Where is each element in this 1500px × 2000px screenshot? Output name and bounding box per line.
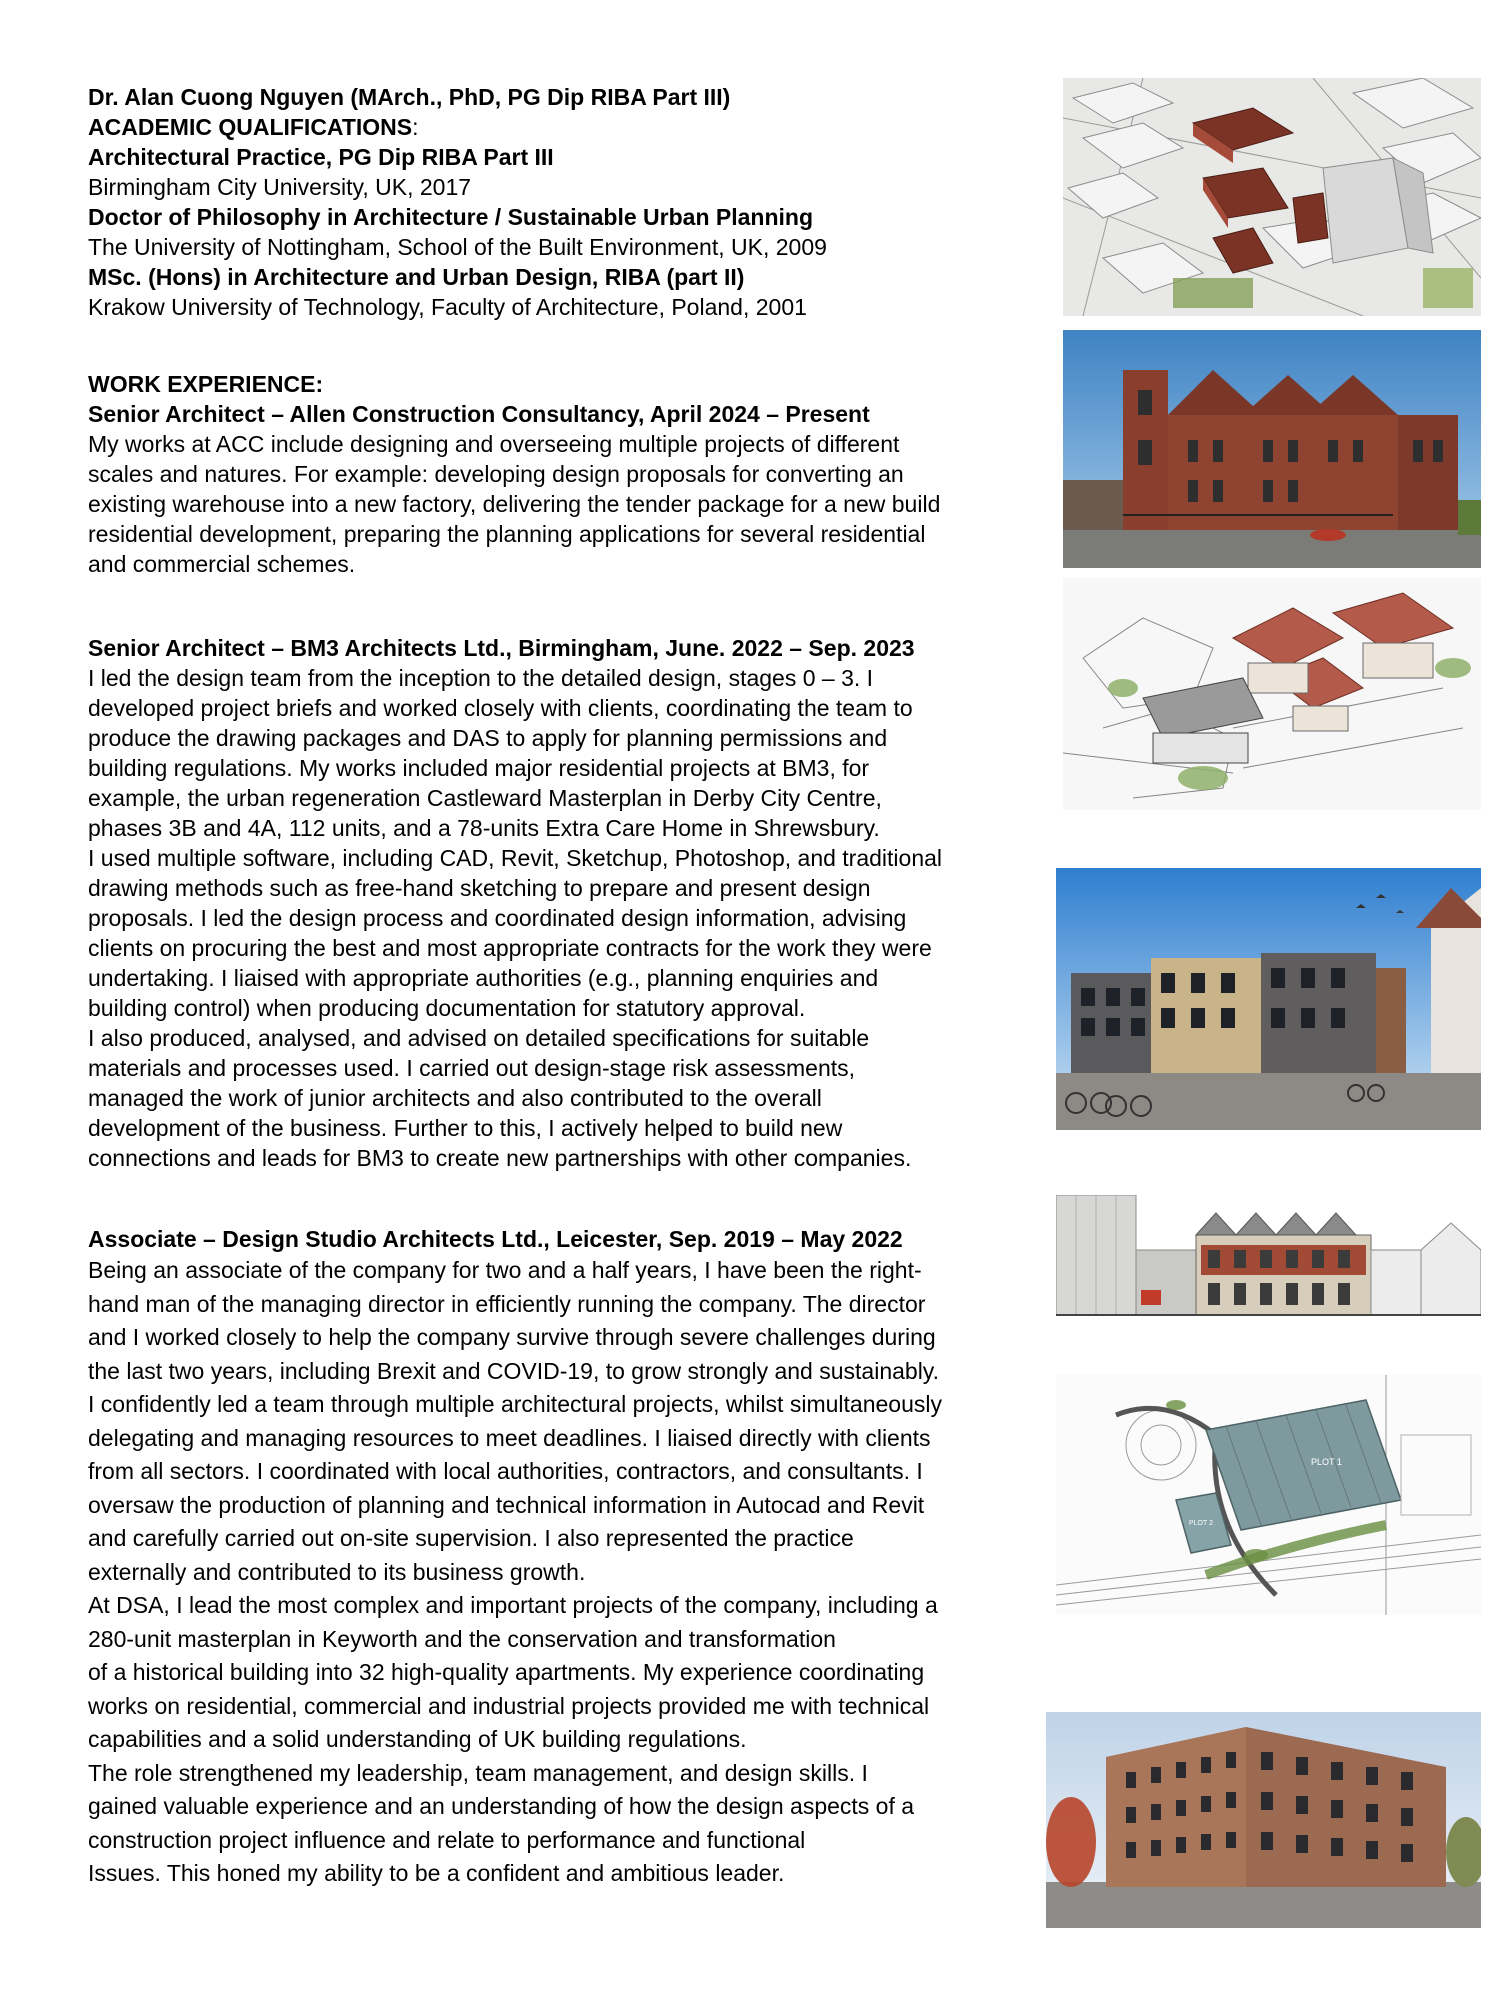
job-line: connections and leads for BM3 to create new partnerships with other companies. xyxy=(88,1145,912,1171)
job-line: I also produced, analysed, and advised on detailed specifications for suitable xyxy=(88,1025,870,1051)
job-line: hand man of the managing director in efficiently running the company. The director xyxy=(88,1290,926,1317)
job-line: residential development, preparing the planning applications for several residential xyxy=(88,521,926,547)
job-line: construction project influence and relate to performance and functional xyxy=(88,1826,806,1853)
brick-apartments-render xyxy=(1046,1712,1481,1928)
job-line: My works at ACC include designing and overseeing multiple projects of different xyxy=(88,431,900,457)
work-experience-heading: WORK EXPERIENCE: xyxy=(88,371,324,397)
job-line: phases 3B and 4A, 112 units, and a 78-units Extra Care Home in Shrewsbury. xyxy=(88,815,880,841)
job-title: Associate – Design Studio Architects Ltd., Leicester, Sep. 2019 – May 2022 xyxy=(88,1226,903,1252)
job-line: delegating and managing resources to meet deadlines. I liaised directly with clients xyxy=(88,1424,931,1451)
job-line: existing warehouse into a new factory, delivering the tender package for a new build xyxy=(88,491,941,517)
job-line: and commercial schemes. xyxy=(88,551,356,577)
job-line: from all sectors. I coordinated with local authorities, contractors, and consultants. I xyxy=(88,1458,923,1484)
job-line: works on residential, commercial and industrial projects provided me with technical xyxy=(88,1692,930,1719)
job-line: building control) when producing documentation for statutory approval. xyxy=(88,995,806,1021)
job-line: At DSA, I lead the most complex and important projects of the company, including a xyxy=(88,1592,938,1618)
qualification-title: Architectural Practice, PG Dip RIBA Part III xyxy=(88,144,554,170)
job-line: proposals. I led the design process and coordinated design information, advising xyxy=(88,905,907,931)
qualification-institution: The University of Nottingham, School of the Built Environment, UK, 2009 xyxy=(88,234,827,260)
masterplan-massing-image xyxy=(1063,78,1481,316)
job-line: developed project briefs and worked closely with clients, coordinating the team to xyxy=(88,695,913,721)
job-line: oversaw the production of planning and technical information in Autocad and Revit xyxy=(88,1491,925,1518)
job-line: development of the business. Further to this, I actively helped to build new xyxy=(88,1115,843,1141)
job-line: and I worked closely to help the company survive through severe challenges during xyxy=(88,1324,936,1350)
qualification-title: Doctor of Philosophy in Architecture / Sustainable Urban Planning xyxy=(88,204,814,230)
job-description xyxy=(88,429,1033,579)
resume-text-column xyxy=(88,82,1033,1891)
job-line: Issues. This honed my ability to be a confident and ambitious leader. xyxy=(88,1860,785,1886)
academic-heading-line xyxy=(88,112,1033,142)
qualification-title: MSc. (Hons) in Architecture and Urban Design, RIBA (part II) xyxy=(88,264,745,290)
job-description xyxy=(88,1254,1033,1891)
job-line: building regulations. My works included major residential projects at BM3, for xyxy=(88,755,870,781)
job-line: Being an associate of the company for two and a half years, I have been the right- xyxy=(88,1257,922,1283)
job-line: and carefully carried out on-site supervision. I also represented the practice xyxy=(88,1525,854,1551)
qualification-institution: Birmingham City University, UK, 2017 xyxy=(88,174,472,200)
job-line: example, the urban regeneration Castleward Masterplan in Derby City Centre, xyxy=(88,785,882,811)
job-line: I confidently led a team through multiple architectural projects, whilst simultaneously xyxy=(88,1391,942,1417)
job-line: materials and processes used. I carried out design-stage risk assessments, xyxy=(88,1055,856,1081)
job-line: undertaking. I liaised with appropriate authorities (e.g., planning enquiries and xyxy=(88,965,879,991)
job-line: clients on procuring the best and most appropriate contracts for the work they were xyxy=(88,935,932,961)
job-line: I used multiple software, including CAD, Revit, Sketchup, Photoshop, and traditional xyxy=(88,845,943,871)
job-line: The role strengthened my leadership, team management, and design skills. I xyxy=(88,1759,868,1786)
academic-heading-colon: : xyxy=(412,114,419,140)
job-description xyxy=(88,663,1033,1173)
qualification-institution: Krakow University of Technology, Faculty of Architecture, Poland, 2001 xyxy=(88,294,807,320)
job-line: capabilities and a solid understanding of UK building regulations. xyxy=(88,1726,747,1752)
job-line: of a historical building into 32 high-quality apartments. My experience coordinating xyxy=(88,1659,925,1685)
job-title: Senior Architect – Allen Construction Consultancy, April 2024 – Present xyxy=(88,401,870,427)
plot-1-label: PLOT 1 xyxy=(1311,1457,1342,1467)
street-elevation-drawing xyxy=(1056,1195,1481,1347)
job-line: the last two years, including Brexit and COVID-19, to grow strongly and sustainably. xyxy=(88,1357,939,1384)
site-plan-drawing xyxy=(1056,1375,1481,1615)
job-line: 280-unit masterplan in Keyworth and the conservation and transformation xyxy=(88,1625,836,1652)
job-line: externally and contributed to its business growth. xyxy=(88,1558,586,1585)
academic-heading: ACADEMIC QUALIFICATIONS xyxy=(88,114,413,140)
job-line: scales and natures. For example: developing design proposals for converting an xyxy=(88,461,904,487)
residential-sketch-image xyxy=(1063,578,1481,810)
resume-name: Dr. Alan Cuong Nguyen (MArch., PhD, PG Dip RIBA Part III) xyxy=(88,84,731,110)
plot-2-label: PLOT 2 xyxy=(1189,1520,1213,1527)
job-line: I led the design team from the inception to the detailed design, stages 0 – 3. I xyxy=(88,665,874,691)
job-title: Senior Architect – BM3 Architects Ltd., Birmingham, June. 2022 – Sep. 2023 xyxy=(88,635,915,661)
job-line: gained valuable experience and an understanding of how the design aspects of a xyxy=(88,1793,915,1819)
apartment-block-render xyxy=(1056,868,1481,1130)
job-line: drawing methods such as free-hand sketching to prepare and present design xyxy=(88,875,871,901)
warehouse-conversion-render xyxy=(1063,330,1481,568)
job-line: produce the drawing packages and DAS to apply for planning permissions and xyxy=(88,725,888,751)
job-line: managed the work of junior architects and also contributed to the overall xyxy=(88,1085,822,1111)
